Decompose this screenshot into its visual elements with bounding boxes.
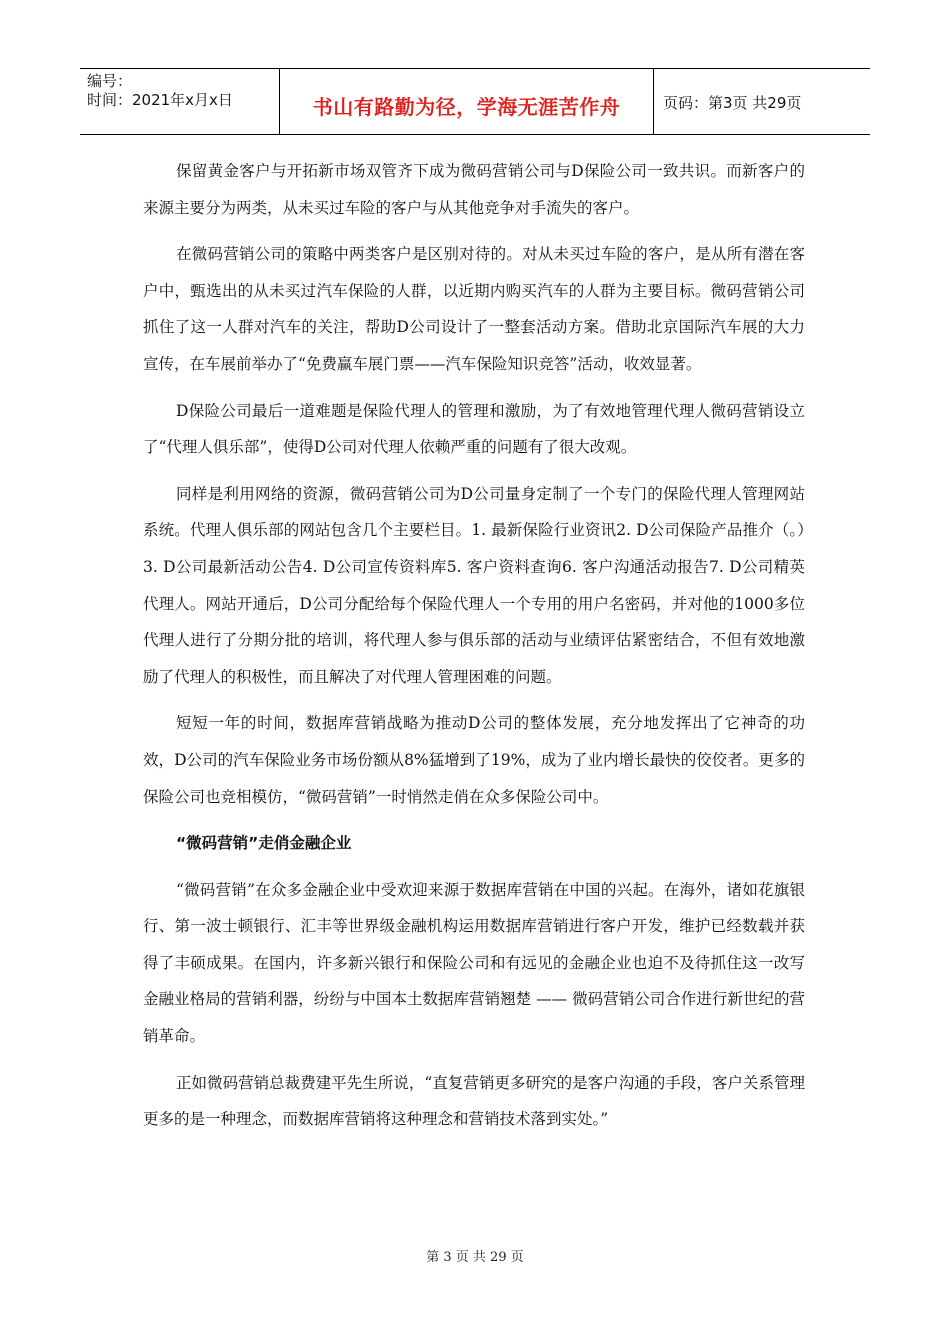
page-footer: 第 3 页 共 29 页 [426, 1250, 524, 1265]
date-text: 时间：2021年x月x日 [87, 91, 233, 109]
header-meta [80, 69, 280, 134]
page-info: 页码：第3页 共29页 [663, 94, 802, 112]
paragraph-financial-firms: “微码营销”在众多金融企业中受欢迎来源于数据库营销在中国的兴起。在海外，诸如花旗银行、第一波士顿银行、汇丰等世界级金融机构运用数据库营销进行客户开发，维护已经数载并获得了丰硕成果。在国内，许多新兴银行和保险公司和有远见的金融企业也迫不及待抓住这一改写金融业格局的营销利器，纷纷与中国本土数据库营销翘楚 —— 微码营销公司合作进行新世纪的营销革命。 [143, 880, 805, 1046]
header-motto-cell [280, 69, 654, 134]
paragraph-results: 短短一年的时间，数据库营销战略为推动D公司的整体发展，充分地发挥出了它神奇的功效，D公司的汽车保险业务市场份额从8%猛增到了19%，成为了业内增长最快的佼佼者。更多的保险公司也竞相模仿，“微码营销”一时悄然走俏在众多保险公司中。 [143, 714, 805, 806]
serial-number-label: 编号： [87, 72, 133, 90]
document-body [143, 153, 805, 1148]
paragraph-strategy: 在微码营销公司的策略中两类客户是区别对待的。对从未买过车险的客户，是从所有潜在客户中，甄选出的从未买过汽车保险的人群，以近期内购买汽车的人群为主要目标。微码营销公司抓住了这一人群对汽车的关注，帮助D公司设计了一整套活动方案。借助北京国际汽车展的大力宣传，在车展前举办了“免费赢车展门票——汽车保险知识竞答”活动，收效显著。 [143, 245, 805, 373]
motto-text: 书山有路勤为径，学海无涯苦作舟 [312, 95, 621, 119]
paragraph-agent-website: 同样是利用网络的资源，微码营销公司为D公司量身定制了一个专门的保险代理人管理网站系统。代理人俱乐部的网站包含几个主要栏目。1. 最新保险行业资讯2. D公司保险产品推介（。）3. D公司最新活动公告4. D公司宣传资料库5. 客户资料查询6. 客户沟通活动报告7. D公司精英代理人。网站开通后，D公司分配给每个保险代理人一个专用的用户名密码，并对他的1000多位代理人进行了分期分批的培训，将代理人参与俱乐部的活动与业绩评估紧密结合，不但有效地激励了代理人的积极性，而且解决了对代理人管理困难的问题。 [143, 484, 805, 686]
section-heading: “微码营销”走俏金融企业 [176, 834, 352, 853]
paragraph-agent-club: D保险公司最后一道难题是保险代理人的管理和激励，为了有效地管理代理人微码营销设立了“代理人俱乐部”，使得D公司对代理人依赖严重的问题有了很大改观。 [143, 401, 805, 457]
paragraph-quote: 正如微码营销总裁费建平先生所说，“直复营销更多研究的是客户沟通的手段，客户关系管理更多的是一种理念，而数据库营销将这种理念和营销技术落到实处。” [143, 1073, 805, 1129]
paragraph-new-customers: 保留黄金客户与开拓新市场双管齐下成为微码营销公司与D保险公司一致共识。而新客户的来源主要分为两类，从未买过车险的客户与从其他竞争对手流失的客户。 [143, 162, 805, 217]
header-page-cell [654, 69, 870, 134]
page-header [80, 68, 870, 135]
